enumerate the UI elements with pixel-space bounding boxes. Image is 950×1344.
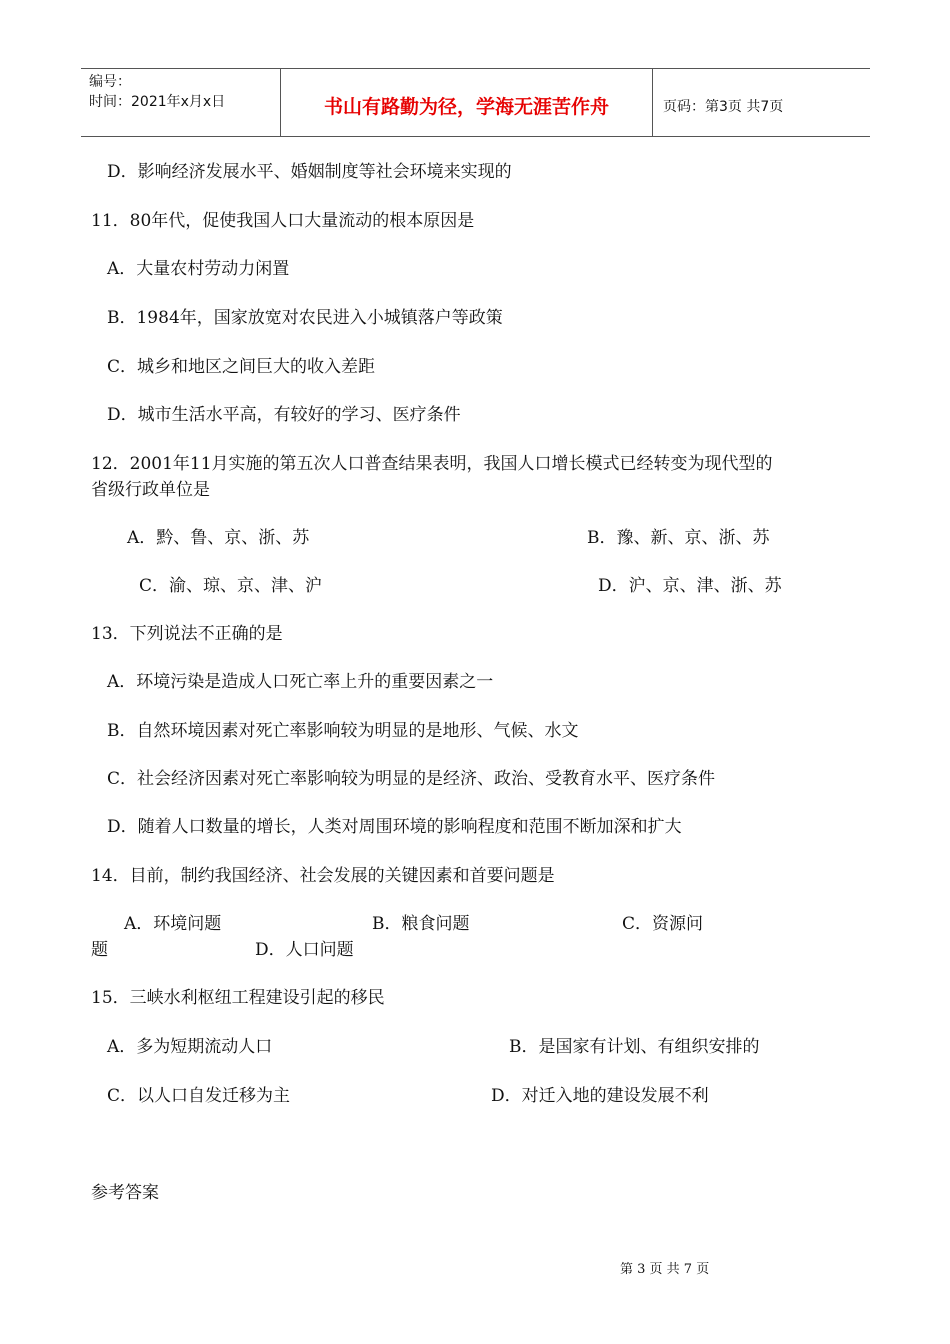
header-number-label: 编号： — [89, 74, 131, 90]
q15-option-c: C．以人口自发迁移为主 — [107, 1086, 291, 1106]
q11-option-c: C．城乡和地区之间巨大的收入差距 — [107, 357, 376, 377]
page-footer: 第 3 页 共 7 页 — [620, 1262, 710, 1277]
q10-option-d: D．影响经济发展水平、婚姻制度等社会环境来实现的 — [107, 162, 512, 182]
q14-stem: 14．目前，制约我国经济、社会发展的关键因素和首要问题是 — [91, 866, 555, 886]
q14-option-c: C．资源问 — [622, 914, 704, 934]
q11-option-a: A．大量农村劳动力闲置 — [107, 259, 290, 279]
q12-option-d: D．沪、京、津、浙、苏 — [598, 576, 782, 596]
q13-option-a: A．环境污染是造成人口死亡率上升的重要因素之一 — [107, 672, 494, 692]
q12-stem-line1: 12．2001年11月实施的第五次人口普查结果表明，我国人口增长模式已经转变为现代型的 — [91, 454, 773, 474]
q11-option-b: B．1984年，国家放宽对农民进入小城镇落户等政策 — [107, 308, 503, 328]
page-header — [81, 68, 870, 137]
answers-heading: 参考答案 — [91, 1183, 159, 1203]
header-meta — [81, 69, 281, 136]
header-date: 时间：2021年x月x日 — [89, 94, 226, 110]
q15-option-d: D．对迁入地的建设发展不利 — [491, 1086, 709, 1106]
header-motto: 书山有路勤为径，学海无涯苦作舟 — [281, 69, 653, 136]
q14-option-d: D．人口问题 — [255, 940, 354, 960]
header-page-info: 页码：第3页 共7页 — [663, 98, 784, 115]
q13-option-b: B．自然环境因素对死亡率影响较为明显的是地形、气候、水文 — [107, 721, 579, 741]
q14-option-a: A．环境问题 — [124, 914, 222, 934]
q11-stem: 11．80年代，促使我国人口大量流动的根本原因是 — [91, 211, 475, 231]
q15-stem: 15．三峡水利枢纽工程建设引起的移民 — [91, 988, 385, 1008]
q12-option-b: B．豫、新、京、浙、苏 — [587, 528, 770, 548]
q14-option-b: B．粮食问题 — [372, 914, 470, 934]
q11-option-d: D．城市生活水平高，有较好的学习、医疗条件 — [107, 405, 461, 425]
q12-option-a: A．黔、鲁、京、浙、苏 — [127, 528, 310, 548]
q14-option-c-wrap: 题 — [91, 940, 108, 960]
q15-option-a: A．多为短期流动人口 — [107, 1037, 273, 1057]
q12-option-c: C．渝、琼、京、津、沪 — [139, 576, 323, 596]
q13-stem: 13．下列说法不正确的是 — [91, 624, 283, 644]
q12-stem-line2: 省级行政单位是 — [91, 480, 210, 500]
q13-option-c: C．社会经济因素对死亡率影响较为明显的是经济、政治、受教育水平、医疗条件 — [107, 769, 716, 789]
q13-option-d: D．随着人口数量的增长，人类对周围环境的影响程度和范围不断加深和扩大 — [107, 817, 682, 837]
q15-option-b: B．是国家有计划、有组织安排的 — [509, 1037, 760, 1057]
